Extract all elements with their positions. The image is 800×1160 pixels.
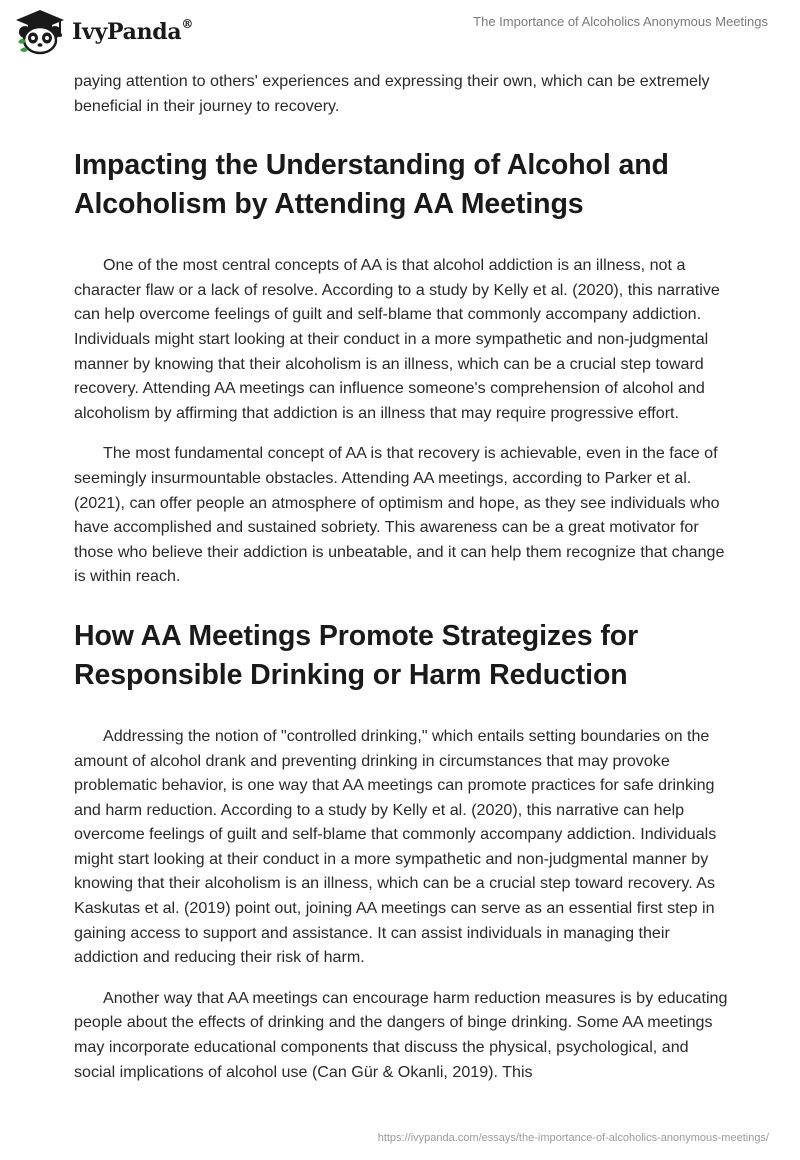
page-header	[0, 0, 800, 66]
paragraph: One of the most central concepts of AA is that alcohol addiction is an illness, not a character flaw or a lack of resolve. According to a study by Kelly et al. (2020), this narrative can help overcome feelings of guilt and self-blame that commonly accompany addiction. Individuals might start looking at their conduct in a more sympathetic and non-judgmental manner by knowing that their alcoholism is an illness, which can be a crucial step toward recovery. Attending AA meetings can influence someone's comprehension of alcohol and alcoholism by affirming that addiction is an illness that may require progressive effort.	[74, 256, 720, 422]
running-title: The Importance of Alcoholics Anonymous Meetings	[473, 14, 768, 29]
paragraph: Addressing the notion of "controlled drinking," which entails setting boundaries on the amount of alcohol drank and preventing drinking in circumstances that may provoke problematic behavior, is one way that AA meetings can promote practices for safe drinking and harm reduction. According to a study by Kelly et al. (2020), this narrative can help overcome feelings of guilt and self-blame that commonly accompany addiction. Individuals might start looking at their conduct in a more sympathetic and non-judgmental manner by knowing that their alcoholism is an illness, which can be a crucial step toward recovery. As Kaskutas et al. (2019) point out, joining AA meetings can serve as an essential first step in gaining access to support and assistance. It can assist individuals in managing their addiction and reducing their risk of harm.	[74, 726, 717, 967]
paragraph: Another way that AA meetings can encourage harm reduction measures is by educating people about the effects of drinking and the dangers of binge drinking. Some AA meetings may incorporate educational components that discuss the physical, psychological, and social implications of alcohol use (Can Gür & Okanli, 2019). This	[74, 988, 728, 1081]
ivypanda-logo[interactable]	[14, 8, 193, 56]
panda-graduate-icon	[14, 8, 66, 56]
source-url[interactable]: https://ivypanda.com/essays/the-importance-of-alcoholics-anonymous-meetings/	[377, 1132, 769, 1144]
section-heading-understanding: Impacting the Understanding of Alcohol and Alcoholism by Attending AA Meetings	[74, 149, 669, 221]
section-heading-harm-reduction: How AA Meetings Promote Strategizes for Responsible Drinking or Harm Reduction	[74, 619, 639, 691]
paragraph: The most fundamental concept of AA is that recovery is achievable, even in the face of seemingly insurmountable obstacles. Attending AA meetings, according to Parker et al. (2021), can offer people an atmosphere of optimism and hope, as they see individuals who have accomplished and sustained sobriety. This awareness can be a great motivator for those who believe their addiction is unbeatable, and it can help them recognize that change is within reach.	[74, 444, 725, 586]
intro-continuation: paying attention to others' experiences and expressing their own, which can be extremely beneficial in their journey to recovery.	[74, 72, 710, 115]
logo-name: IvyPanda	[72, 19, 182, 45]
registered-mark: ®	[181, 17, 194, 31]
article-body	[74, 69, 734, 1084]
logo-wordmark	[72, 19, 193, 45]
